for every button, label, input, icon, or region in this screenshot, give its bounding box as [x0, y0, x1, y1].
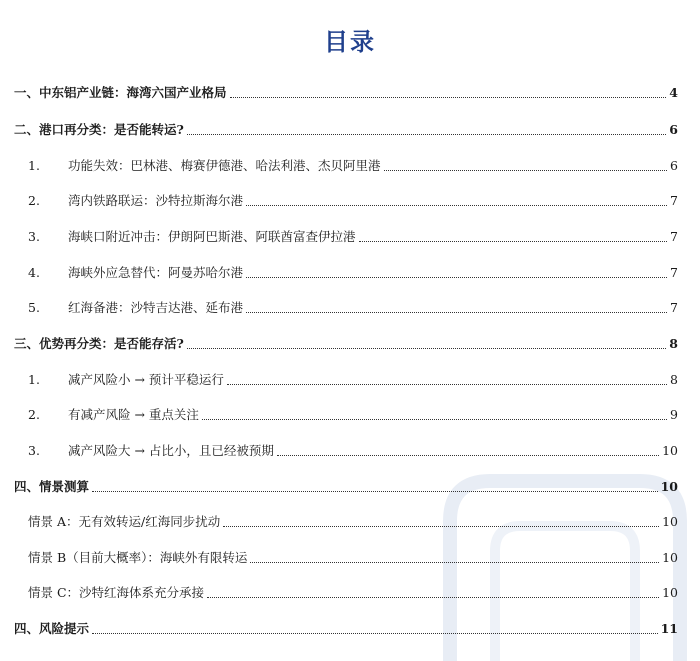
toc-entry-number: 3.: [28, 229, 40, 244]
toc-entry[interactable]: [14, 367, 678, 389]
toc-entry-number: 2.: [28, 193, 40, 208]
toc-entry-label: 海峡外应急替代：阿曼苏哈尔港: [68, 265, 244, 280]
toc-entry-label: 情景 A：无有效转运/红海同步扰动: [28, 514, 221, 529]
toc-entry-page: 10: [662, 443, 678, 458]
toc-entry-label: 减产风险大 → 占比小，且已经被预期: [68, 443, 274, 458]
toc-entry-number: 二、: [14, 122, 40, 137]
toc-entry-page: 8: [670, 372, 678, 387]
toc-entry-label: 情景测算: [39, 479, 90, 494]
toc-entry[interactable]: [14, 331, 678, 353]
toc-entry[interactable]: [14, 402, 678, 424]
toc-entry-page: 7: [670, 265, 678, 280]
toc-entry-page: 7: [670, 300, 678, 315]
toc-entry-page: 8: [669, 336, 678, 351]
toc-entry-label: 湾内铁路联运：沙特拉斯海尔港: [68, 193, 244, 208]
page-title: 目录: [324, 27, 376, 56]
dot-leader: [202, 418, 667, 420]
toc-entry-label: 红海备港：沙特吉达港、延布港: [68, 300, 244, 315]
dot-leader: [187, 347, 666, 349]
toc-entry-label: 情景 C：沙特红海体系充分承接: [28, 585, 205, 600]
toc-entry[interactable]: [14, 224, 678, 246]
dot-leader: [246, 311, 667, 313]
toc-entry-label: 优势再分类：是否能存活?: [39, 336, 184, 351]
toc-entry-page: 10: [662, 514, 678, 529]
toc-entry-number: 3.: [28, 443, 40, 458]
toc-entry-number: 三、: [14, 336, 40, 351]
toc-entry-page: 4: [669, 85, 678, 100]
toc-entry-page: 10: [662, 585, 678, 600]
toc-entry-label: 有减产风险 → 重点关注: [68, 407, 199, 422]
toc-entry-number: 四、: [14, 479, 40, 494]
dot-leader: [223, 525, 659, 527]
toc-entry[interactable]: [14, 580, 678, 602]
toc-entry-label: 港口再分类：是否能转运?: [39, 122, 184, 137]
dot-leader: [187, 133, 666, 135]
toc-entry[interactable]: [14, 545, 678, 567]
dot-leader: [92, 632, 658, 634]
dot-leader: [250, 561, 659, 563]
dot-leader: [227, 383, 667, 385]
toc-entry[interactable]: [14, 295, 678, 317]
toc-entry[interactable]: [14, 153, 678, 175]
toc-entry-number: 一、: [14, 85, 40, 100]
dot-leader: [230, 96, 667, 98]
toc-entry-page: 10: [660, 479, 678, 494]
toc-entry-page: 9: [670, 407, 678, 422]
dot-leader: [277, 454, 659, 456]
dot-leader: [384, 169, 668, 171]
toc-entry[interactable]: [14, 188, 678, 210]
toc-entry-page: 7: [670, 229, 678, 244]
toc-entry-page: 6: [670, 158, 678, 173]
toc-entry-label: 中东铝产业链：海湾六国产业格局: [39, 85, 227, 100]
dot-leader: [92, 490, 658, 492]
toc-entry[interactable]: [14, 474, 678, 496]
toc-entry[interactable]: [14, 80, 678, 102]
toc-entry-number: 5.: [28, 300, 40, 315]
dot-leader: [359, 240, 668, 242]
toc-entry-number: 1.: [28, 158, 40, 173]
toc-entry[interactable]: [14, 438, 678, 460]
toc-entry-page: 10: [662, 550, 678, 565]
toc-entry-label: 功能失效：巴林港、梅赛伊德港、哈法利港、杰贝阿里港: [68, 158, 381, 173]
toc-entry[interactable]: [14, 260, 678, 282]
toc-entry-label: 海峡口附近冲击：伊朗阿巴斯港、阿联酋富查伊拉港: [68, 229, 356, 244]
toc-entry[interactable]: [14, 509, 678, 531]
toc-entry[interactable]: [14, 117, 678, 139]
toc-entry-label: 风险提示: [39, 621, 90, 636]
toc-entry-number: 2.: [28, 407, 40, 422]
toc-entry-number: 四、: [14, 621, 40, 636]
dot-leader: [246, 204, 667, 206]
dot-leader: [246, 276, 667, 278]
toc-entry-label: 减产风险小 → 预计平稳运行: [68, 372, 224, 387]
toc-entry-number: 1.: [28, 372, 40, 387]
toc-entry[interactable]: [14, 616, 678, 638]
dot-leader: [207, 596, 659, 598]
toc-entry-label: 情景 B（目前大概率）：海峡外有限转运: [28, 550, 248, 565]
toc-entry-page: 7: [670, 193, 678, 208]
toc-entry-page: 6: [669, 122, 678, 137]
toc-entry-page: 11: [660, 621, 678, 636]
toc-entry-number: 4.: [28, 265, 40, 280]
